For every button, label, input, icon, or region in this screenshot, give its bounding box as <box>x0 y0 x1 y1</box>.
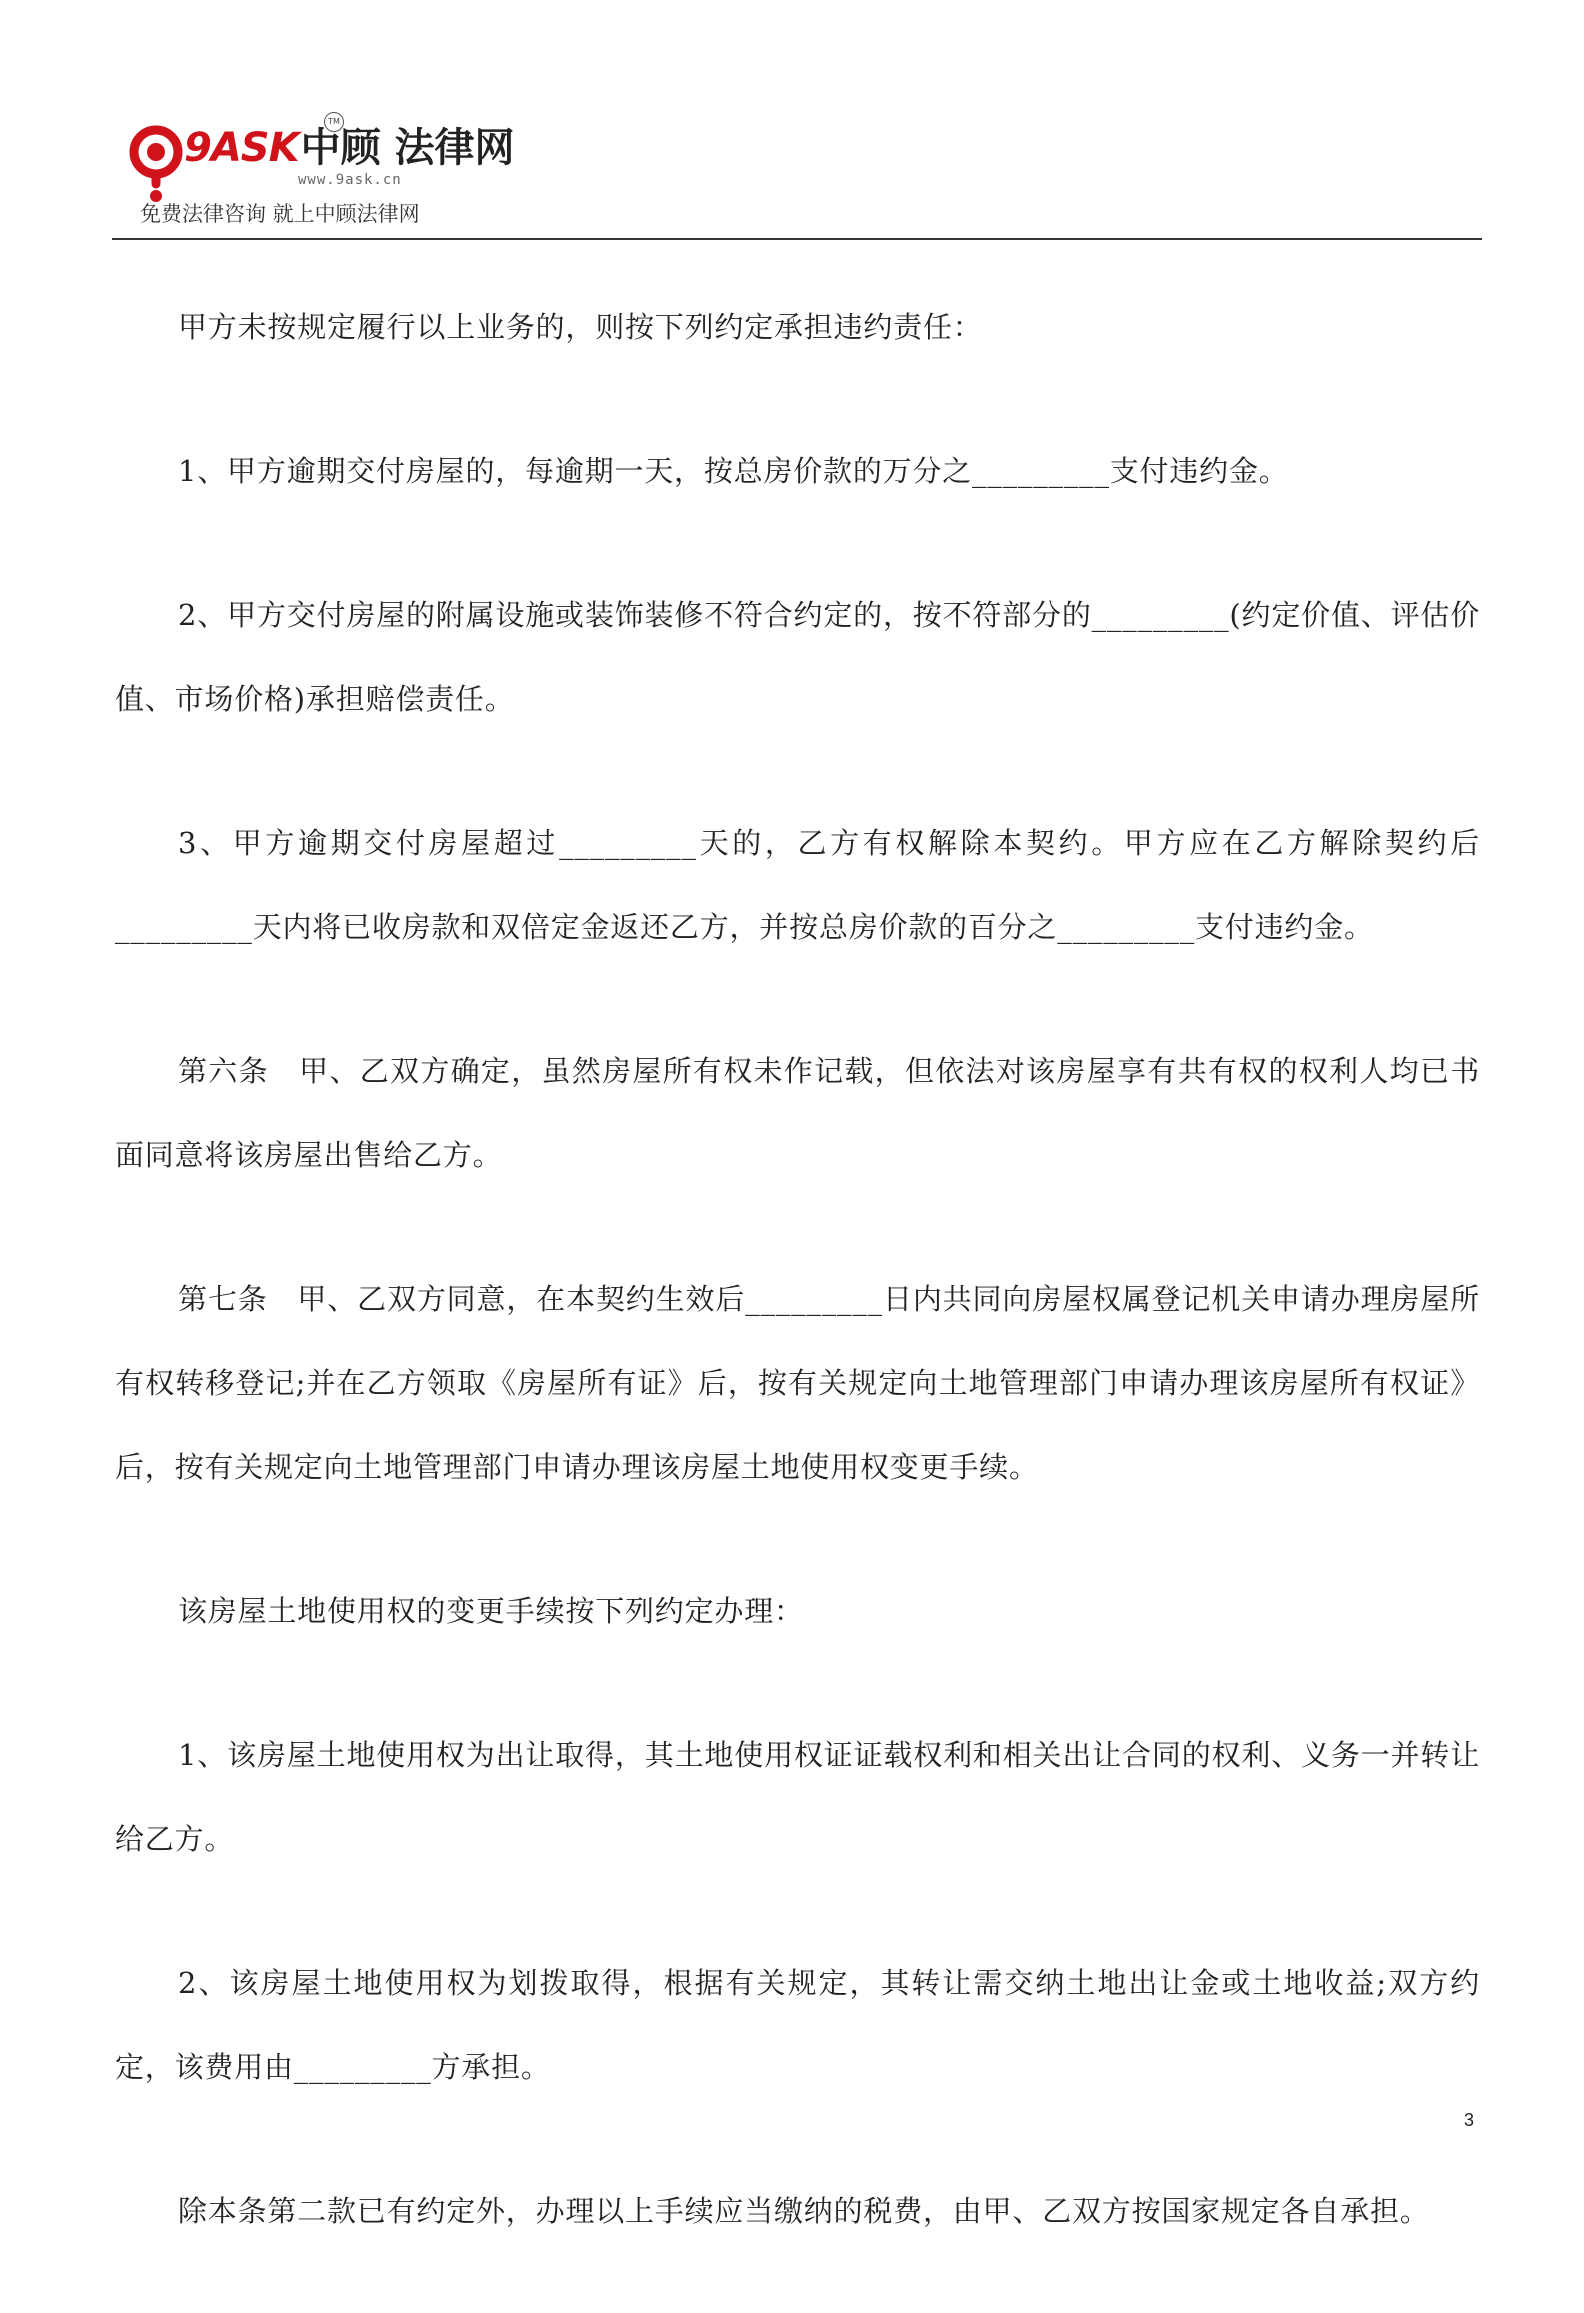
paragraph: 1、该房屋土地使用权为出让取得，其土地使用权证证载权利和相关出让合同的权利、义务一并转让给乙方。 <box>115 1738 1480 1856</box>
trademark-icon: TM <box>324 112 344 132</box>
question-mark-logo-icon <box>128 122 188 204</box>
header-divider <box>112 238 1482 240</box>
paragraph: 第七条 甲、乙双方同意，在本契约生效后_________日内共同向房屋权属登记机关申请办理房屋所有权转移登记;并在乙方领取《房屋所有证》后，按有关规定向土地管理部门申请办理该房屋所有权证》后，按有关规定向土地管理部门申请办理该房屋土地使用权变更手续。 <box>115 1282 1480 1484</box>
logo-text <box>184 126 515 170</box>
paragraph: 该房屋土地使用权的变更手续按下列约定办理： <box>178 1594 804 1628</box>
paragraph: 2、甲方交付房屋的附属设施或装饰装修不符合约定的，按不符部分的_________(约定价值、评估价值、市场价格)承担赔偿责任。 <box>115 598 1480 716</box>
document-body <box>115 285 1480 2313</box>
paragraph: 甲方未按规定履行以上业务的，则按下列约定承担违约责任： <box>178 310 983 344</box>
site-header <box>128 112 528 230</box>
paragraph: 第六条 甲、乙双方确定，虽然房屋所有权未作记载，但依法对该房屋享有共有权的权利人均已书面同意将该房屋出售给乙方。 <box>115 1054 1480 1172</box>
logo-brand: 9ASK <box>184 125 299 171</box>
paragraph: 2、该房屋土地使用权为划拨取得，根据有关规定，其转让需交纳土地出让金或土地收益;双方约定，该费用由_________方承担。 <box>115 1966 1480 2084</box>
page-number: 3 <box>1463 2110 1474 2130</box>
logo-chinese-name: 中顾 法律网 <box>300 125 515 171</box>
paragraph: 3、甲方逾期交付房屋超过_________天的，乙方有权解除本契约。甲方应在乙方解除契约后_________天内将已收房款和双倍定金返还乙方，并按总房价款的百分之_________支付违约金。 <box>115 826 1480 944</box>
tagline: 免费法律咨询 就上中顾法律网 <box>140 202 420 226</box>
paragraph: 1、甲方逾期交付房屋的，每逾期一天，按总房价款的万分之_________支付违约金。 <box>178 454 1289 488</box>
paragraph: 除本条第二款已有约定外，办理以上手续应当缴纳的税费，由甲、乙双方按国家规定各自承担。 <box>178 2194 1430 2228</box>
logo-url: www.9ask.cn <box>298 172 402 188</box>
